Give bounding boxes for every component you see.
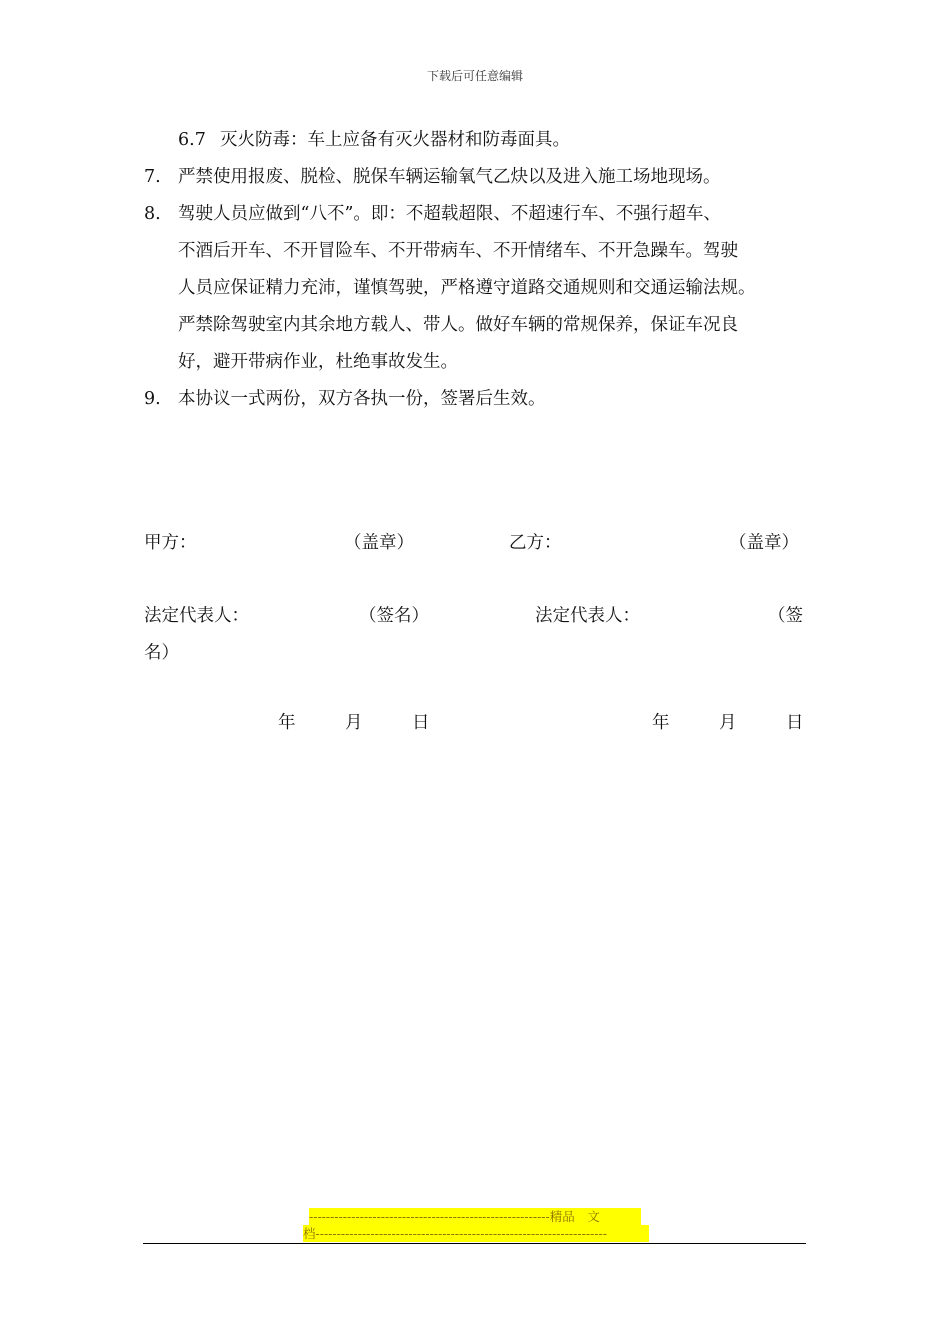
item-text-line: 驾驶人员应做到“八不”。即：不超载超限、不超速行车、不强行超车、 [178, 204, 721, 224]
item-8 [144, 196, 721, 233]
date-a-year: 年 [278, 713, 296, 733]
rep-a-sign: （签名） [359, 606, 429, 626]
footer-banner-line-2: 档--------------------------------------------------------------------- [303, 1225, 649, 1242]
date-a-month: 月 [345, 713, 363, 733]
item-number: 8. [144, 204, 161, 224]
item-9 [144, 381, 546, 418]
item-8-line-2: 不酒后开车、不开冒险车、不开带病车、不开情绪车、不开急躁车。驾驶 [178, 241, 738, 261]
rep-b-sign-part2: 名） [144, 643, 179, 663]
item-6-7 [178, 122, 570, 159]
item-8-line-3: 人员应保证精力充沛，谨慎驾驶，严格遵守道路交通规则和交通运输法规。 [178, 278, 756, 298]
rep-b-sign-part1: （签 [768, 606, 803, 626]
date-b-month: 月 [719, 713, 737, 733]
date-b-year: 年 [652, 713, 670, 733]
date-b-day: 日 [786, 713, 804, 733]
rep-b-label: 法定代表人： [535, 606, 640, 626]
item-number: 6.7 [178, 130, 206, 150]
party-a-label: 甲方： [144, 533, 197, 553]
footer-banner-line-1: ---------------------------------------------------------精品 文 [309, 1208, 641, 1225]
item-number: 9. [144, 389, 161, 409]
item-7 [144, 159, 721, 196]
party-a-seal: （盖章） [344, 533, 414, 553]
footer-divider [143, 1243, 806, 1244]
party-b-seal: （盖章） [729, 533, 799, 553]
item-8-line-5: 好，避开带病作业，杜绝事故发生。 [178, 352, 458, 372]
item-number: 7. [144, 167, 161, 187]
rep-a-label: 法定代表人： [144, 606, 249, 626]
item-text: 灭火防毒：车上应备有灭火器材和防毒面具。 [220, 130, 570, 150]
date-a-day: 日 [412, 713, 430, 733]
header-note: 下载后可任意编辑 [426, 69, 523, 83]
item-8-line-4: 严禁除驾驶室内其余地方载人、带人。做好车辆的常规保养，保证车况良 [178, 315, 738, 335]
item-text: 本协议一式两份，双方各执一份，签署后生效。 [178, 389, 546, 409]
item-text: 严禁使用报废、脱检、脱保车辆运输氧气乙炔以及进入施工场地现场。 [178, 167, 721, 187]
party-b-label: 乙方： [509, 533, 562, 553]
